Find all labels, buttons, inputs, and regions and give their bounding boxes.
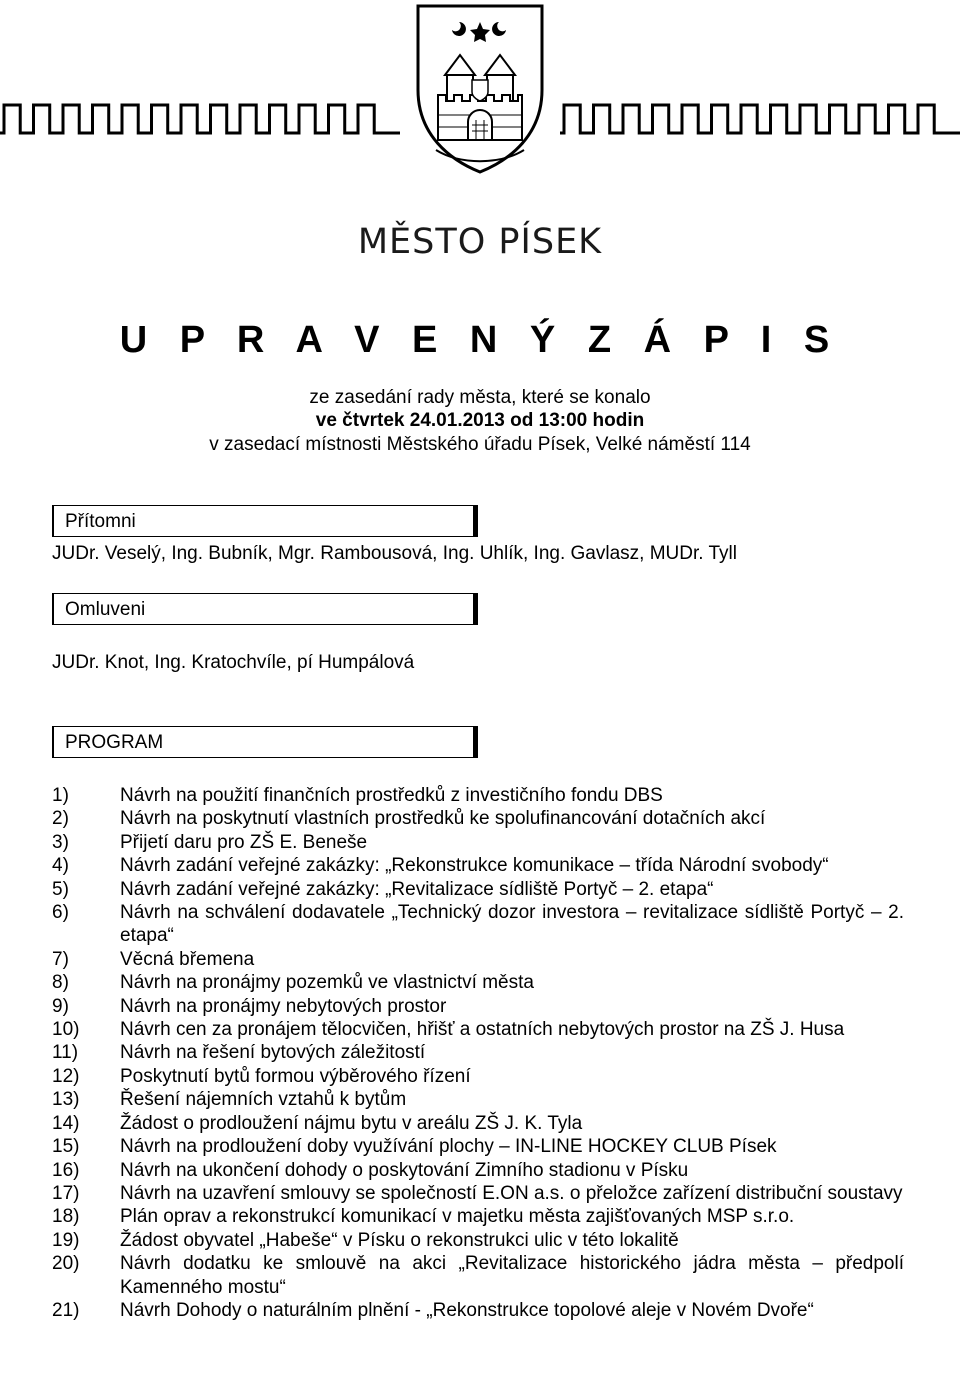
program-item-text: Návrh cen za pronájem tělocvičen, hřišť a ostatních nebytových prostor na ZŠ J. Husa [120, 1019, 845, 1041]
program-item [52, 1088, 904, 1111]
program-item [52, 854, 904, 877]
excused-names: JUDr. Knot, Ing. Kratochvíle, pí Humpálová [52, 652, 415, 673]
program-item [52, 1182, 904, 1205]
program-item [52, 1205, 904, 1228]
meeting-description: ze zasedání rady města, které se konalo [309, 387, 651, 408]
program-item [52, 948, 904, 971]
program-item-text: Návrh na schválení dodavatele „Technický dozor investora – revitalizace sídliště Portyč – 2. etapa“ [120, 902, 904, 947]
program-item-number: 7) [52, 948, 69, 970]
program-list [52, 784, 904, 1322]
program-item-text: Věcná břemena [120, 948, 255, 970]
program-item-number: 10) [52, 1019, 80, 1041]
program-item [52, 1135, 904, 1158]
program-item-number: 19) [52, 1229, 80, 1251]
city-name: MĚSTO PÍSEK [357, 222, 603, 262]
program-heading: PROGRAM [52, 726, 478, 758]
program-item-number: 15) [52, 1136, 80, 1158]
program-item-number: 11) [52, 1042, 79, 1064]
program-item-number: 16) [52, 1159, 80, 1181]
program-item [52, 784, 904, 807]
program-item-number: 3) [52, 831, 69, 853]
program-item [52, 1065, 904, 1088]
program-item [52, 995, 904, 1018]
header-graphic [0, 0, 960, 215]
program-item [52, 1252, 904, 1299]
program-item-text: Žádost o prodloužení nájmu bytu v areálu ZŠ J. K. Tyla [120, 1112, 583, 1134]
program-item-text: Návrh na prodloužení doby využívání plochy – IN-LINE HOCKEY CLUB Písek [120, 1136, 777, 1158]
program-item-text: Návrh dodatku ke smlouvě na akci „Revitalizace historického jádra města – předpolí Kamenného mostu“ [120, 1253, 904, 1298]
program-item [52, 1041, 904, 1064]
program-item-number: 20) [52, 1253, 80, 1275]
present-names: JUDr. Veselý, Ing. Bubník, Mgr. Rambousová, Ing. Uhlík, Ing. Gavlasz, MUDr. Tyll [52, 543, 737, 564]
program-item-number: 12) [52, 1065, 80, 1087]
program-item-text: Přijetí daru pro ZŠ E. Beneše [120, 831, 368, 853]
program-item-text: Poskytnutí bytů formou výběrového řízení [120, 1065, 471, 1087]
program-item-number: 9) [52, 995, 69, 1017]
program-item-number: 4) [52, 855, 69, 877]
program-item-text: Návrh na použití finančních prostředků z investičního fondu DBS [120, 785, 663, 806]
program-item [52, 1018, 904, 1041]
program-item [52, 901, 904, 948]
program-item [52, 1112, 904, 1135]
program-item-number: 13) [52, 1089, 80, 1111]
program-item [52, 1299, 904, 1322]
program-item-text: Návrh zadání veřejné zakázky: „Revitalizace sídliště Portyč – 2. etapa“ [120, 878, 714, 900]
coat-of-arms-icon [418, 6, 542, 172]
program-item [52, 807, 904, 830]
meeting-location: v zasedací místnosti Městského úřadu Písek, Velké náměstí 114 [209, 434, 751, 455]
program-item-text: Návrh na pronájmy nebytových prostor [120, 995, 447, 1017]
document-title: U P R A V E N Ý Z Á P I S [119, 319, 841, 361]
program-item-text: Návrh Dohody o naturálním plnění - „Rekonstrukce topolové aleje v Novém Dvoře“ [120, 1299, 814, 1321]
program-item-text: Návrh na ukončení dohody o poskytování Zimního stadionu v Písku [120, 1159, 689, 1181]
program-item-text: Návrh zadání veřejné zakázky: „Rekonstrukce komunikace – třída Národní svobody“ [120, 855, 829, 877]
program-item-text: Řešení nájemních vztahů k bytům [120, 1089, 407, 1111]
program-item [52, 878, 904, 901]
program-item [52, 971, 904, 994]
program-item [52, 1159, 904, 1182]
program-item-text: Návrh na uzavření smlouvy se společností E.ON a.s. o přeložce zařízení distribuční soustavy [120, 1182, 903, 1204]
excused-heading: Omluveni [52, 593, 478, 625]
program-item-number: 2) [52, 808, 69, 830]
program-item-number: 8) [52, 972, 69, 994]
program-item-number: 21) [52, 1299, 80, 1321]
program-item-number: 14) [52, 1112, 80, 1134]
program-item-text: Návrh na pronájmy pozemků ve vlastnictví města [120, 972, 534, 994]
program-item-text: Návrh na řešení bytových záležitostí [120, 1042, 426, 1064]
meeting-date: ve čtvrtek 24.01.2013 od 13:00 hodin [315, 410, 645, 431]
program-item [52, 1229, 904, 1252]
program-item-number: 18) [52, 1206, 80, 1228]
program-item-number: 1) [52, 785, 69, 806]
program-item-number: 6) [52, 902, 69, 924]
program-item-text: Žádost obyvatel „Habeše“ v Písku o rekonstrukci ulic v této lokalitě [120, 1229, 679, 1251]
program-item-number: 5) [52, 878, 69, 900]
present-heading: Přítomni [52, 505, 478, 537]
program-item-number: 17) [52, 1182, 80, 1204]
program-item-text: Plán oprav a rekonstrukcí komunikací v majetku města zajišťovaných MSP s.r.o. [120, 1206, 795, 1228]
program-item [52, 831, 904, 854]
program-item-text: Návrh na poskytnutí vlastních prostředků ke spolufinancování dotačních akcí [120, 808, 766, 830]
